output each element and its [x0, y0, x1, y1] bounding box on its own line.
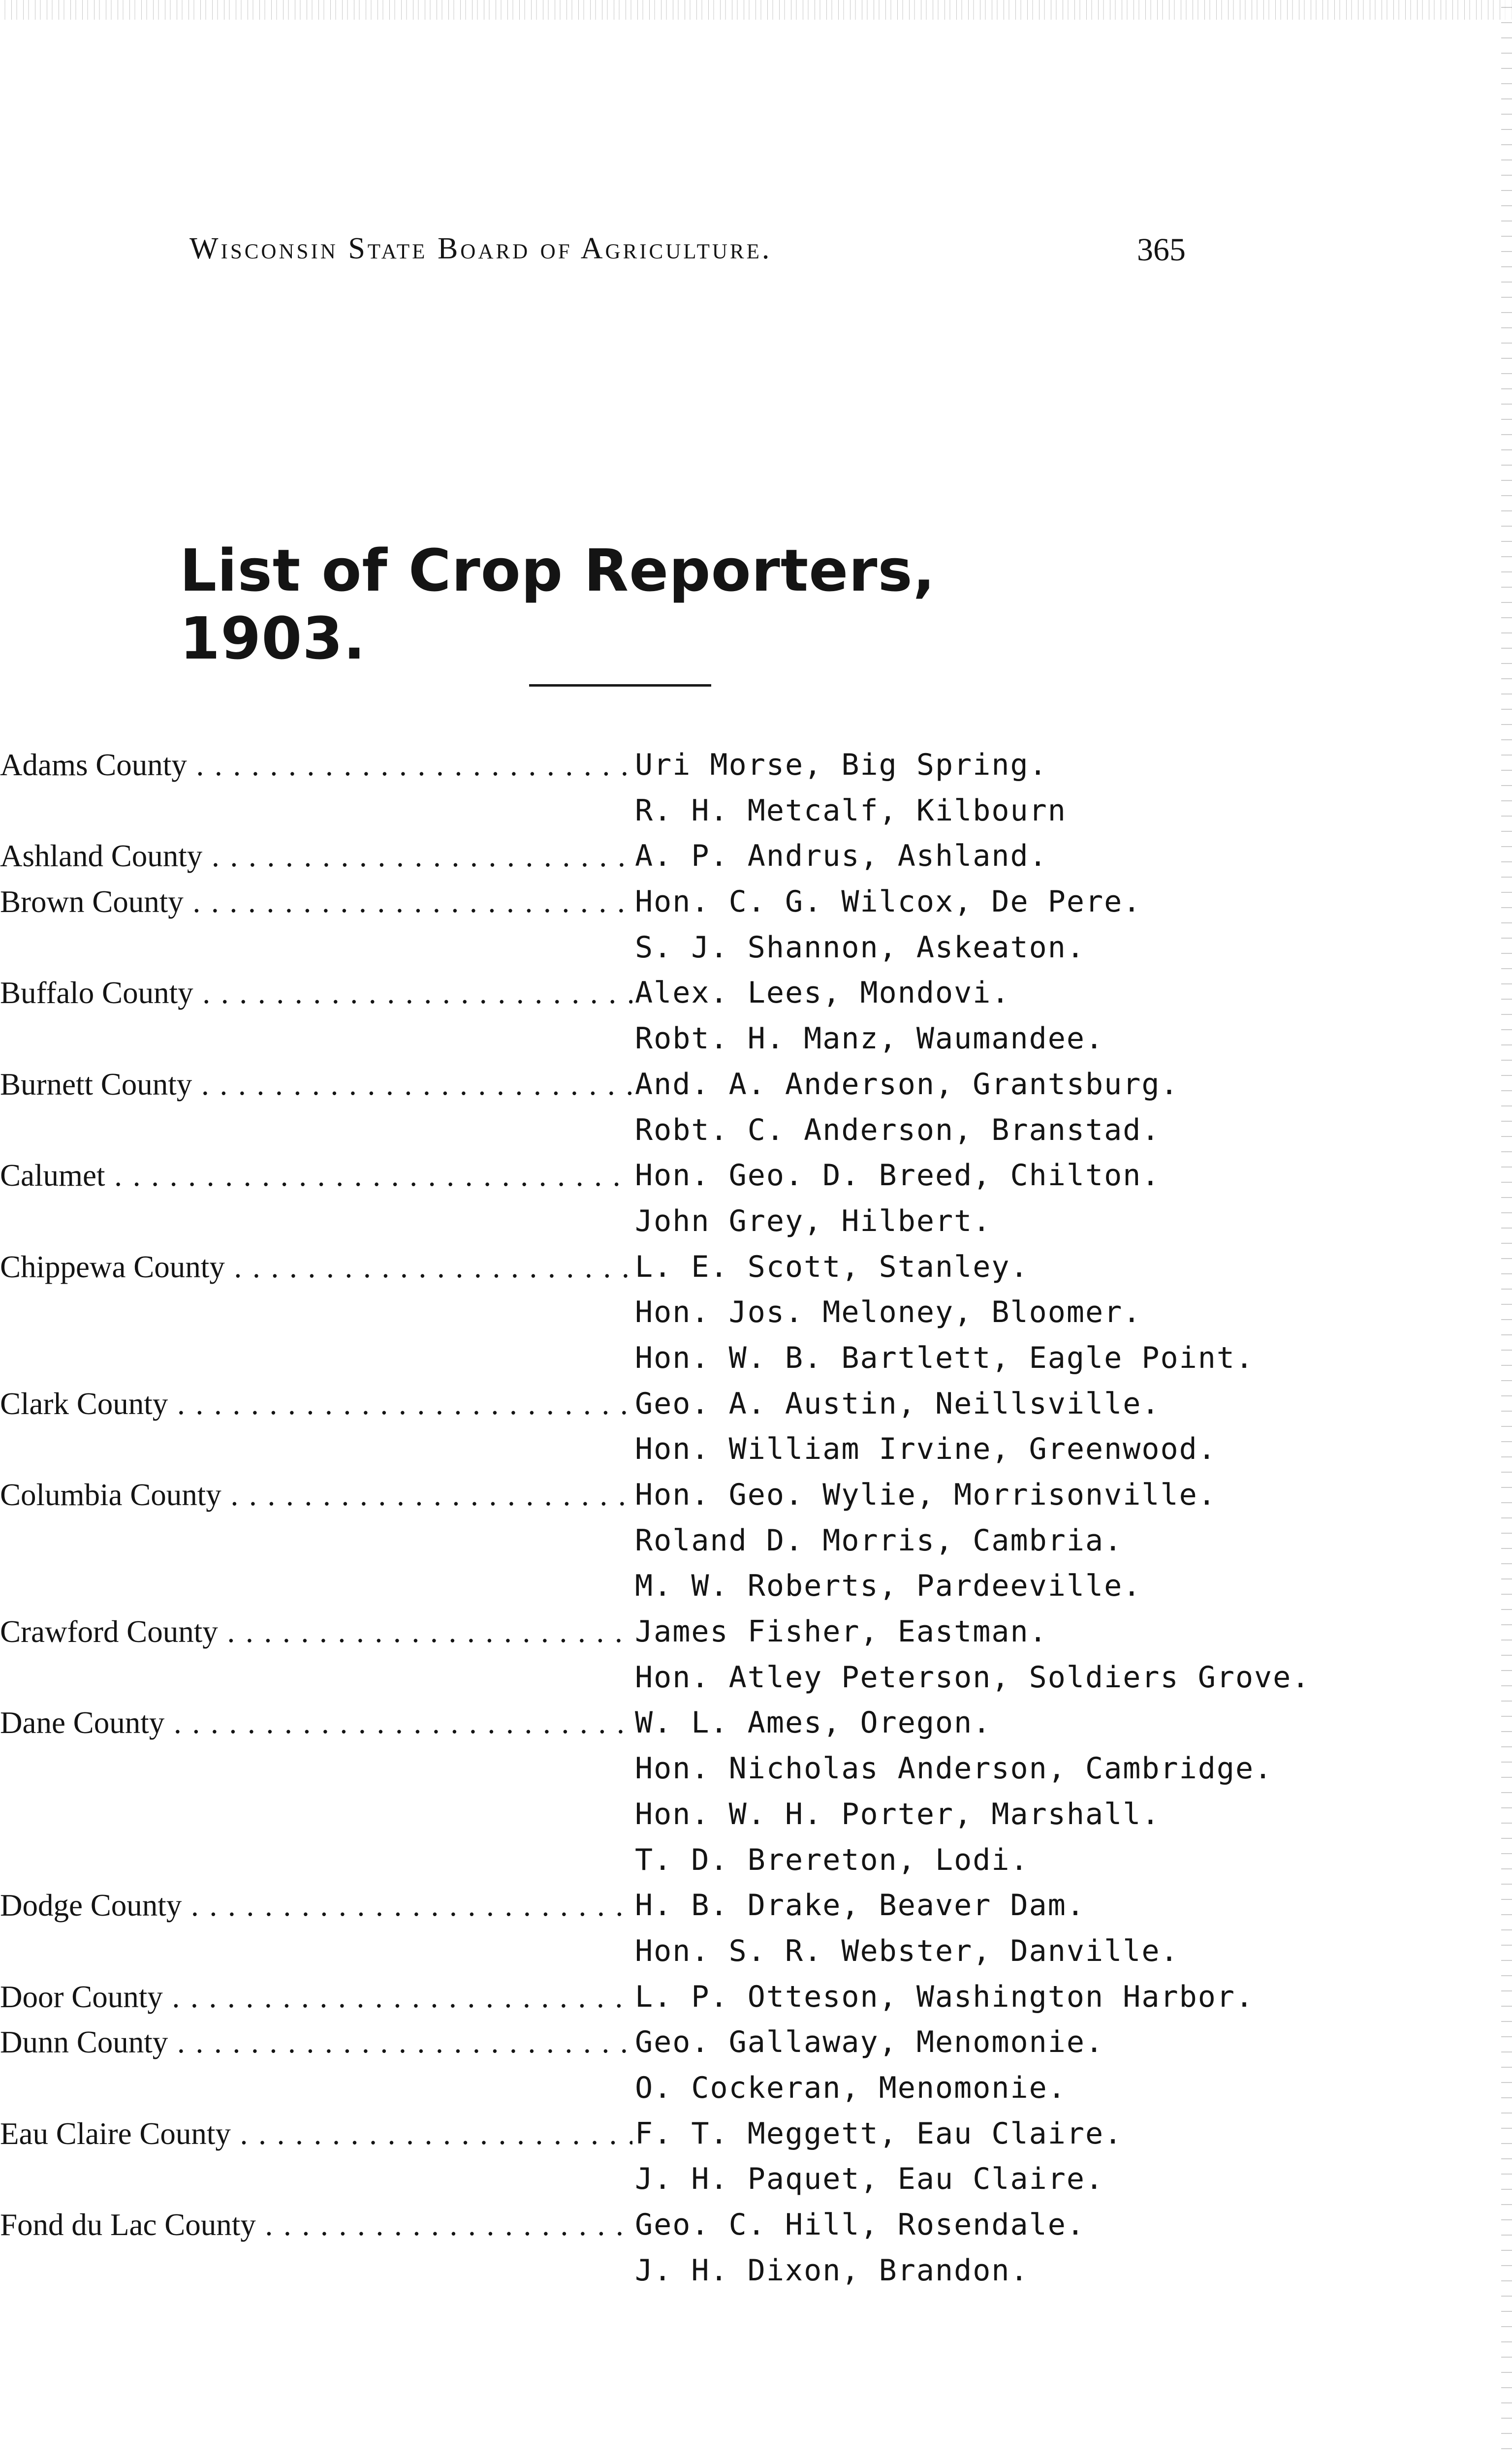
list-item [0, 2111, 1280, 2157]
reporter-name: R. H. Metcalf, Kilbourn [635, 793, 1067, 828]
list-item [0, 1974, 1280, 2020]
list-item [0, 1518, 1280, 1564]
list-item [0, 1244, 1280, 1290]
list-item [0, 1472, 1280, 1518]
reporter-name: O. Cockeran, Menomonie. [635, 2070, 1067, 2105]
title-rule [529, 684, 711, 687]
reporter-name: Geo. C. Hill, Rosendale. [635, 2208, 1085, 2242]
county-name: Buffalo County . . . [0, 970, 632, 1016]
list-item [0, 742, 1280, 788]
reporter-name: H. B. Drake, Beaver Dam. [635, 1888, 1085, 1923]
list-item [0, 2065, 1280, 2111]
list-item [0, 1016, 1280, 1062]
county-name: Dunn County . . . [0, 2019, 632, 2065]
reporter-name: Geo. Gallaway, Menomonie. [635, 2025, 1104, 2060]
reporter-name: Hon. Atley Peterson, Soldiers Grove. [635, 1660, 1311, 1695]
reporter-name: M. W. Roberts, Pardeeville. [635, 1569, 1142, 1604]
list-item [0, 1153, 1280, 1199]
list-item [0, 1062, 1280, 1107]
reporter-name: Robt. H. Manz, Waumandee. [635, 1021, 1104, 1056]
reporter-name: A. P. Andrus, Ashland. [635, 839, 1048, 874]
county-name: Fond du Lac County . . . [0, 2202, 632, 2248]
reporter-name: F. T. Meggett, Eau Claire. [635, 2116, 1123, 2151]
county-name: Clark County . . . [0, 1381, 632, 1427]
list-item [0, 1837, 1280, 1883]
county-name: Ashland County . . . [0, 833, 632, 879]
county-name: Columbia County . . . [0, 1472, 632, 1518]
county-name: Crawford County . . . [0, 1609, 632, 1655]
reporter-name: W. L. Ames, Oregon. [635, 1705, 992, 1740]
list-item [0, 1107, 1280, 1153]
list-item [0, 2202, 1280, 2248]
reporter-name: John Grey, Hilbert. [635, 1203, 992, 1238]
county-name: Dane County . . . [0, 1700, 632, 1746]
reporter-name: Hon. Jos. Meloney, Bloomer. [635, 1295, 1142, 1330]
county-name: Burnett County . . . [0, 1062, 632, 1107]
crop-reporter-list [0, 742, 1311, 2293]
page-title: List of Crop Reporters, 1903. [180, 536, 936, 672]
reporter-name: Hon. Geo. D. Breed, Chilton. [635, 1158, 1161, 1193]
reporter-name: Hon. C. G. Wilcox, De Pere. [635, 884, 1142, 919]
reporter-name: Robt. C. Anderson, Branstad. [635, 1112, 1161, 1147]
reporter-name: J. H. Dixon, Brandon. [635, 2253, 1029, 2288]
list-item [0, 1655, 1311, 1701]
list-item [0, 1290, 1280, 1335]
list-item [0, 1563, 1280, 1609]
reporter-name: James Fisher, Eastman. [635, 1614, 1048, 1649]
reporter-name: Roland D. Morris, Cambria. [635, 1523, 1123, 1558]
list-item [0, 1609, 1280, 1655]
list-item [0, 1381, 1280, 1427]
list-item [0, 2156, 1280, 2202]
reporter-name: T. D. Brereton, Lodi. [635, 1842, 1029, 1877]
county-name: Eau Claire County . . . [0, 2111, 632, 2157]
page-number: 365 [1137, 232, 1186, 268]
county-name: Chippewa County . . . [0, 1244, 632, 1290]
reporter-name: And. A. Anderson, Grantsburg. [635, 1067, 1179, 1102]
list-item [0, 1700, 1280, 1746]
list-item [0, 1199, 1280, 1244]
reporter-name: Hon. W. H. Porter, Marshall. [635, 1797, 1161, 1831]
reporter-name: Alex. Lees, Mondovi. [635, 976, 1010, 1010]
list-item [0, 925, 1280, 971]
reporter-name: L. E. Scott, Stanley. [635, 1249, 1029, 1284]
county-name: Dodge County . . . [0, 1883, 632, 1928]
reporter-name: L. P. Otteson, Washington Harbor. [635, 1979, 1255, 2014]
reporter-name: Hon. W. B. Bartlett, Eagle Point. [635, 1340, 1255, 1375]
reporter-name: J. H. Paquet, Eau Claire. [635, 2162, 1104, 2197]
list-item [0, 1426, 1280, 1472]
list-item [0, 1883, 1280, 1928]
running-head: Wisconsin State Board of Agriculture. [189, 232, 772, 265]
list-item [0, 1792, 1280, 1837]
list-item [0, 879, 1280, 925]
reporter-name: Hon. Geo. Wylie, Morrisonville. [635, 1478, 1217, 1512]
county-name: Door County . . . [0, 1974, 632, 2020]
reporter-name: Hon. S. R. Webster, Danville. [635, 1933, 1179, 1968]
list-item [0, 2248, 1280, 2294]
scan-edge-right [1501, 0, 1512, 2461]
county-name: Adams County . . . [0, 742, 632, 788]
list-item [0, 833, 1280, 879]
list-item [0, 2019, 1280, 2065]
list-item [0, 1746, 1280, 1792]
list-item [0, 970, 1280, 1016]
list-item [0, 1928, 1280, 1974]
county-name: Calumet . . . [0, 1153, 632, 1199]
reporter-name: Hon. Nicholas Anderson, Cambridge. [635, 1751, 1273, 1786]
reporter-name: S. J. Shannon, Askeaton. [635, 930, 1085, 965]
list-item [0, 788, 1280, 834]
reporter-name: Hon. William Irvine, Greenwood. [635, 1432, 1217, 1467]
scan-edge-top [0, 0, 1512, 20]
reporter-name: Geo. A. Austin, Neillsville. [635, 1386, 1161, 1421]
reporter-name: Uri Morse, Big Spring. [635, 748, 1048, 782]
list-item [0, 1335, 1280, 1381]
county-name: Brown County . . . [0, 879, 632, 925]
